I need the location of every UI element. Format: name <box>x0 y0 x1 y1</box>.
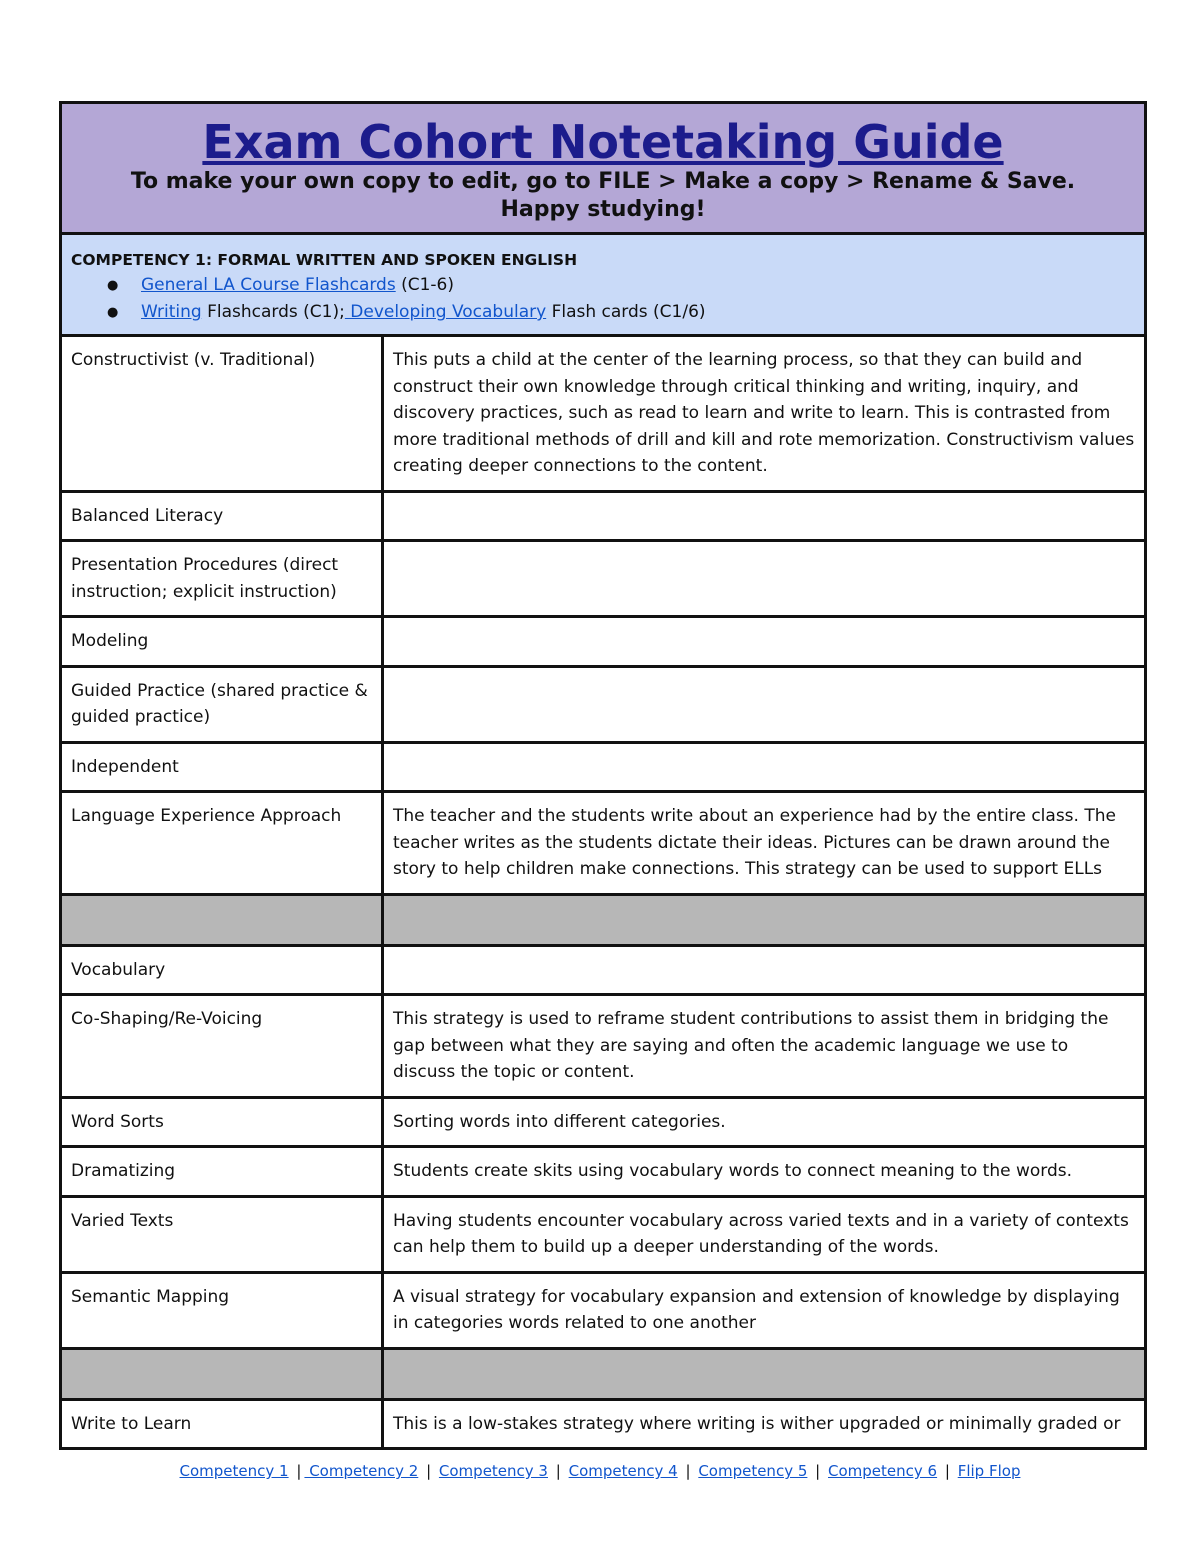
term-cell: Constructivist (v. Traditional) <box>61 336 383 492</box>
writing-flashcards-link[interactable]: Writing <box>141 302 202 322</box>
list-item-text: (C1-6) <box>395 275 455 295</box>
list-item <box>141 299 1135 326</box>
term-cell: Presentation Procedures (direct instruction; explicit instruction) <box>61 541 383 617</box>
table-row <box>61 742 1146 792</box>
definition-cell: This strategy is used to reframe student contributions to assist them in bridging the gap between what they are saying and often the academic language we use to discuss the topic or content. <box>383 995 1146 1098</box>
footer-separator: | <box>426 1462 432 1480</box>
divider-cell <box>383 1348 1146 1399</box>
table-row <box>61 541 1146 617</box>
divider-cell <box>61 894 383 945</box>
definition-cell: Having students encounter vocabulary across varied texts and in a variety of contexts can help them to build up a deeper understanding of the words. <box>383 1196 1146 1272</box>
footer-link-flip-flop[interactable]: Flip Flop <box>957 1462 1021 1480</box>
term-cell: Balanced Literacy <box>61 491 383 541</box>
definition-cell: This puts a child at the center of the learning process, so that they can build and construct their own knowledge through critical thinking and writing, inquiry, and discovery practices, such as read to learn and write to learn. This is contrasted from more traditional methods of drill and kill and rote memorization. Constructivism values creating deeper connections to the content. <box>383 336 1146 492</box>
table-row <box>61 1097 1146 1147</box>
term-cell: Varied Texts <box>61 1196 383 1272</box>
header-row <box>61 103 1146 234</box>
definition-cell <box>383 541 1146 617</box>
term-cell: Vocabulary <box>61 945 383 995</box>
footer-link-competency-5[interactable]: Competency 5 <box>698 1462 808 1480</box>
list-item-text: Flashcards (C1); <box>201 302 345 322</box>
copy-instructions: To make your own copy to edit, go to FILE > Make a copy > Rename & Save. <box>130 169 1076 194</box>
footer-separator: | <box>944 1462 950 1480</box>
footer-link-competency-3[interactable]: Competency 3 <box>438 1462 548 1480</box>
table-row <box>61 666 1146 742</box>
term-cell: Independent <box>61 742 383 792</box>
term-cell: Semantic Mapping <box>61 1272 383 1348</box>
notetaking-table <box>59 101 1147 1450</box>
section-divider-row <box>61 1348 1146 1399</box>
list-item <box>141 272 1135 299</box>
table-row <box>61 336 1146 492</box>
resource-list <box>71 272 1135 326</box>
definition-cell <box>383 666 1146 742</box>
footer-link-competency-4[interactable]: Competency 4 <box>568 1462 678 1480</box>
definition-cell <box>383 945 1146 995</box>
header-cell <box>61 103 1146 234</box>
footer-separator: | <box>296 1462 302 1480</box>
definition-cell: Sorting words into different categories. <box>383 1097 1146 1147</box>
footer-link-competency-2[interactable]: Competency 2 <box>304 1462 419 1480</box>
term-cell: Co-Shaping/Re-Voicing <box>61 995 383 1098</box>
table-row <box>61 1147 1146 1197</box>
competency-cell <box>61 234 1146 336</box>
table-row <box>61 945 1146 995</box>
footer-link-competency-1[interactable]: Competency 1 <box>179 1462 289 1480</box>
table-row <box>61 792 1146 895</box>
term-cell: Write to Learn <box>61 1399 383 1449</box>
competency-row <box>61 234 1146 336</box>
footer-separator: | <box>555 1462 561 1480</box>
term-cell: Guided Practice (shared practice & guided practice) <box>61 666 383 742</box>
table-row <box>61 1399 1146 1449</box>
table-row <box>61 995 1146 1098</box>
definition-cell <box>383 491 1146 541</box>
term-cell: Word Sorts <box>61 1097 383 1147</box>
general-la-flashcards-link[interactable]: General LA Course Flashcards <box>141 275 396 295</box>
list-item-text: Flash cards (C1/6) <box>546 302 706 322</box>
definition-cell: The teacher and the students write about an experience had by the entire class. The teacher writes as the students dictate their ideas. Pictures can be drawn around the story to help children make connections. This strategy can be used to support ELLs <box>383 792 1146 895</box>
developing-vocabulary-link[interactable]: Developing Vocabulary <box>344 302 547 322</box>
term-cell: Dramatizing <box>61 1147 383 1197</box>
competency-heading: COMPETENCY 1: FORMAL WRITTEN AND SPOKEN ENGLISH <box>71 251 578 269</box>
definition-cell <box>383 617 1146 667</box>
footer-separator: | <box>685 1462 691 1480</box>
table-row <box>61 617 1146 667</box>
term-cell: Language Experience Approach <box>61 792 383 895</box>
table-row <box>61 491 1146 541</box>
table-row <box>61 1272 1146 1348</box>
divider-cell <box>383 894 1146 945</box>
definition-cell: Students create skits using vocabulary words to connect meaning to the words. <box>383 1147 1146 1197</box>
happy-studying: Happy studying! <box>500 197 706 222</box>
footer-separator: | <box>815 1462 821 1480</box>
definition-cell: A visual strategy for vocabulary expansion and extension of knowledge by displaying in categories words related to one another <box>383 1272 1146 1348</box>
definition-cell: This is a low-stakes strategy where writing is wither upgraded or minimally graded or <box>383 1399 1146 1449</box>
term-cell: Modeling <box>61 617 383 667</box>
document-title: Exam Cohort Notetaking Guide <box>202 115 1004 169</box>
divider-cell <box>61 1348 383 1399</box>
competency-nav-footer <box>0 1462 1200 1480</box>
section-divider-row <box>61 894 1146 945</box>
definition-cell <box>383 742 1146 792</box>
footer-link-competency-6[interactable]: Competency 6 <box>828 1462 938 1480</box>
table-row <box>61 1196 1146 1272</box>
